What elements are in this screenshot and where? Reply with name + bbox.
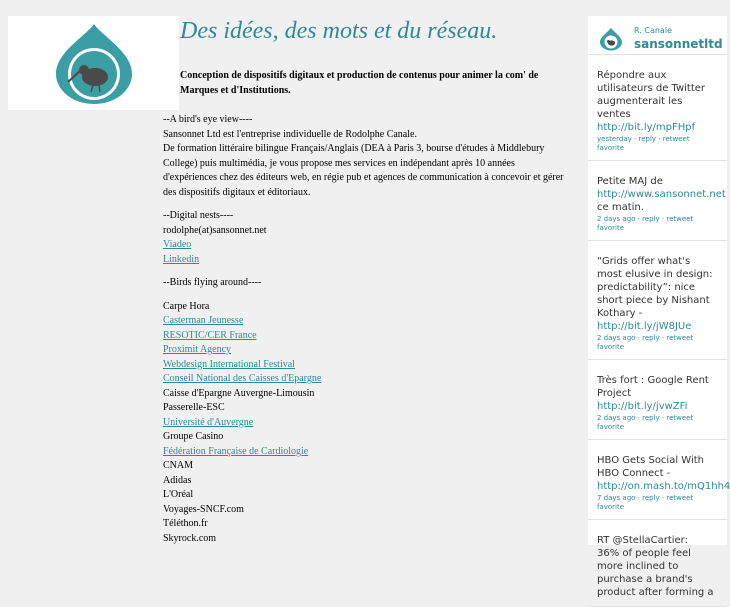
client-link[interactable]: Fédération Française de Cardiologie bbox=[163, 445, 309, 457]
client-list bbox=[163, 300, 568, 547]
client-name: Carpe Hora bbox=[163, 300, 210, 312]
tweet bbox=[588, 241, 727, 360]
tweet-meta: yesterday · reply · retweet favorite bbox=[597, 135, 690, 152]
tweet-link[interactable]: http://bit.ly/mpFHpf bbox=[597, 122, 696, 133]
tweet-link[interactable]: http://bit.ly/jvwZFi bbox=[597, 401, 688, 412]
site-logo[interactable] bbox=[8, 16, 179, 110]
tweet-text-line: ventes bbox=[597, 109, 631, 120]
tweet-text bbox=[597, 255, 727, 333]
viadeo-link[interactable]: Viadeo bbox=[163, 239, 192, 250]
tweet-link[interactable]: http://www.sansonnet.net bbox=[597, 189, 726, 200]
tweet-text-tail: ce matin. bbox=[597, 202, 644, 213]
client-name: Téléthon.fr bbox=[163, 518, 208, 529]
linkedin-link[interactable]: Linkedin bbox=[163, 253, 200, 265]
client-name: Caisse d'Epargne Auvergne-Limousin bbox=[163, 387, 315, 399]
overview-body: De formation littéraire bilingue Français/Anglais (DEA à Paris 3, bourse d'études à Middlebury College) puis multimédia, je vous propose mes services en indépendant après 10 années d'expériences chez des éditeurs web, en régie pub et agences de communication à concevoir et gérer des dispositifs digitaux et éditoriaux. bbox=[163, 143, 564, 198]
tweet-reply-link[interactable]: reply bbox=[642, 414, 660, 422]
client-link[interactable]: Conseil National des Caisses d'Epargne bbox=[163, 373, 322, 384]
tweet-text-line: 36% of people feel bbox=[597, 548, 691, 559]
tweet-text-line: augmenterait les bbox=[597, 96, 683, 107]
tweet-text-line: more inclined to bbox=[597, 561, 679, 572]
site-tagline: Conception de dispositifs digitaux et production de contenus pour animer la com' de Marques et d'Institutions. bbox=[180, 70, 539, 96]
tweet-list bbox=[588, 55, 730, 607]
tweet-retweet-link[interactable]: retweet bbox=[662, 135, 690, 143]
tweet-link[interactable]: http://bit.ly/jW8JUe bbox=[597, 321, 692, 332]
tweet bbox=[588, 520, 727, 607]
client-name: Groupe Casino bbox=[163, 431, 224, 442]
tweet-text-line: most elusive in design: bbox=[597, 269, 713, 280]
kiwi-bird-drop-logo-icon bbox=[54, 22, 134, 104]
tweet-text bbox=[597, 534, 727, 599]
tweet-text-line: predictability”: nice bbox=[597, 282, 696, 293]
tweet-timestamp[interactable]: yesterday bbox=[597, 135, 632, 143]
tweet-meta: 2 days ago · reply · retweet favorite bbox=[597, 414, 694, 431]
client-link[interactable]: Proximit Agency bbox=[163, 344, 232, 355]
tweet-text bbox=[597, 69, 727, 134]
tweet-timestamp[interactable]: 2 days ago bbox=[597, 414, 636, 422]
tweet bbox=[588, 55, 727, 161]
tweet-meta: 7 days ago · reply · retweet favorite bbox=[597, 494, 694, 511]
overview-line: Sansonnet Ltd est l'entreprise individuelle de Rodolphe Canale. bbox=[163, 128, 417, 140]
twitter-widget bbox=[588, 16, 730, 598]
contact-email: rodolphe(at)sansonnet.net bbox=[163, 224, 267, 236]
tweet bbox=[588, 440, 730, 520]
twitter-widget-header bbox=[588, 16, 727, 55]
tweet-text-line: Petite MAJ de bbox=[597, 176, 663, 187]
tweet-favorite-link[interactable]: favorite bbox=[597, 503, 625, 511]
tweet bbox=[588, 161, 727, 241]
tweet-reply-link[interactable]: reply bbox=[638, 135, 657, 143]
client-name: Skyrock.com bbox=[163, 532, 217, 544]
client-link[interactable]: Casterman Jeunesse bbox=[163, 315, 244, 326]
tweet-reply-link[interactable]: reply bbox=[642, 494, 660, 502]
tweet-retweet-link[interactable]: retweet bbox=[666, 414, 694, 422]
tweet-timestamp[interactable]: 2 days ago bbox=[597, 215, 636, 223]
tweet-favorite-link[interactable]: favorite bbox=[597, 343, 625, 351]
tweet-retweet-link[interactable]: retweet bbox=[666, 494, 694, 502]
site-title[interactable]: Des idées, des mots et du réseau. bbox=[180, 18, 498, 44]
client-link[interactable]: Université d'Auvergne bbox=[163, 416, 254, 428]
tweet-text-line: utilisateurs de Twitter bbox=[597, 83, 706, 94]
tweet-text-line: Répondre aux bbox=[597, 70, 667, 81]
client-name: L'Oréal bbox=[163, 489, 194, 500]
tweet-link[interactable]: http://on.mash.to/mQ1hh4 bbox=[597, 481, 730, 492]
tweet-text-line: Kothary - bbox=[597, 308, 643, 319]
tweet-favorite-link[interactable]: favorite bbox=[597, 224, 625, 232]
client-link[interactable]: Webdesign International Festival bbox=[163, 358, 295, 370]
client-name: Voyages-SNCF.com bbox=[163, 503, 244, 515]
tweet-text bbox=[597, 175, 727, 214]
tweet-text-line: Très fort : Google Rent bbox=[597, 375, 709, 386]
tweet-timestamp[interactable]: 7 days ago bbox=[597, 494, 636, 502]
tweet-favorite-link[interactable]: favorite bbox=[597, 423, 625, 431]
client-link[interactable]: RESOTIC/CER France bbox=[163, 329, 257, 341]
tweet-text-line: short piece by Nishant bbox=[597, 295, 710, 306]
tweet-meta: 2 days ago · reply · retweet favorite bbox=[597, 215, 694, 232]
tweet-text-line: RT @StellaCartier: bbox=[597, 535, 688, 546]
client-name: CNAM bbox=[163, 460, 194, 471]
tweet-text-line: “Grids offer what's bbox=[597, 256, 691, 267]
avatar-icon[interactable] bbox=[599, 27, 623, 51]
tweet-text bbox=[597, 374, 727, 413]
tweet bbox=[588, 360, 727, 440]
tweet-retweet-link[interactable]: retweet bbox=[666, 215, 694, 223]
main-content bbox=[163, 113, 568, 546]
digital-nests-heading: --Digital nests---- bbox=[163, 210, 234, 221]
overview-heading: --A bird's eye view---- bbox=[163, 114, 253, 125]
tweet-text-line: Project bbox=[597, 388, 632, 399]
tweet-text bbox=[597, 454, 730, 493]
tweet-meta: 2 days ago · reply · retweet favorite bbox=[597, 334, 694, 351]
client-name: Passerelle-ESC bbox=[163, 402, 225, 413]
tweet-reply-link[interactable]: reply bbox=[642, 334, 660, 342]
tweet-text-line: HBO Connect - bbox=[597, 468, 671, 479]
twitter-user-handle[interactable]: sansonnetltd bbox=[634, 37, 723, 51]
tweet-retweet-link[interactable]: retweet bbox=[666, 334, 694, 342]
tweet-text-line: product after forming a bbox=[597, 587, 714, 598]
tweet-timestamp[interactable]: 2 days ago bbox=[597, 334, 636, 342]
tweet-text-line: purchase a brand's bbox=[597, 574, 693, 585]
tweet-reply-link[interactable]: reply bbox=[642, 215, 660, 223]
birds-heading: --Birds flying around---- bbox=[163, 277, 262, 288]
tweet-favorite-link[interactable]: favorite bbox=[597, 144, 625, 152]
twitter-user-name[interactable]: R. Canale bbox=[634, 26, 672, 35]
tweet-text-line: HBO Gets Social With bbox=[597, 455, 704, 466]
client-name: Adidas bbox=[163, 474, 192, 486]
